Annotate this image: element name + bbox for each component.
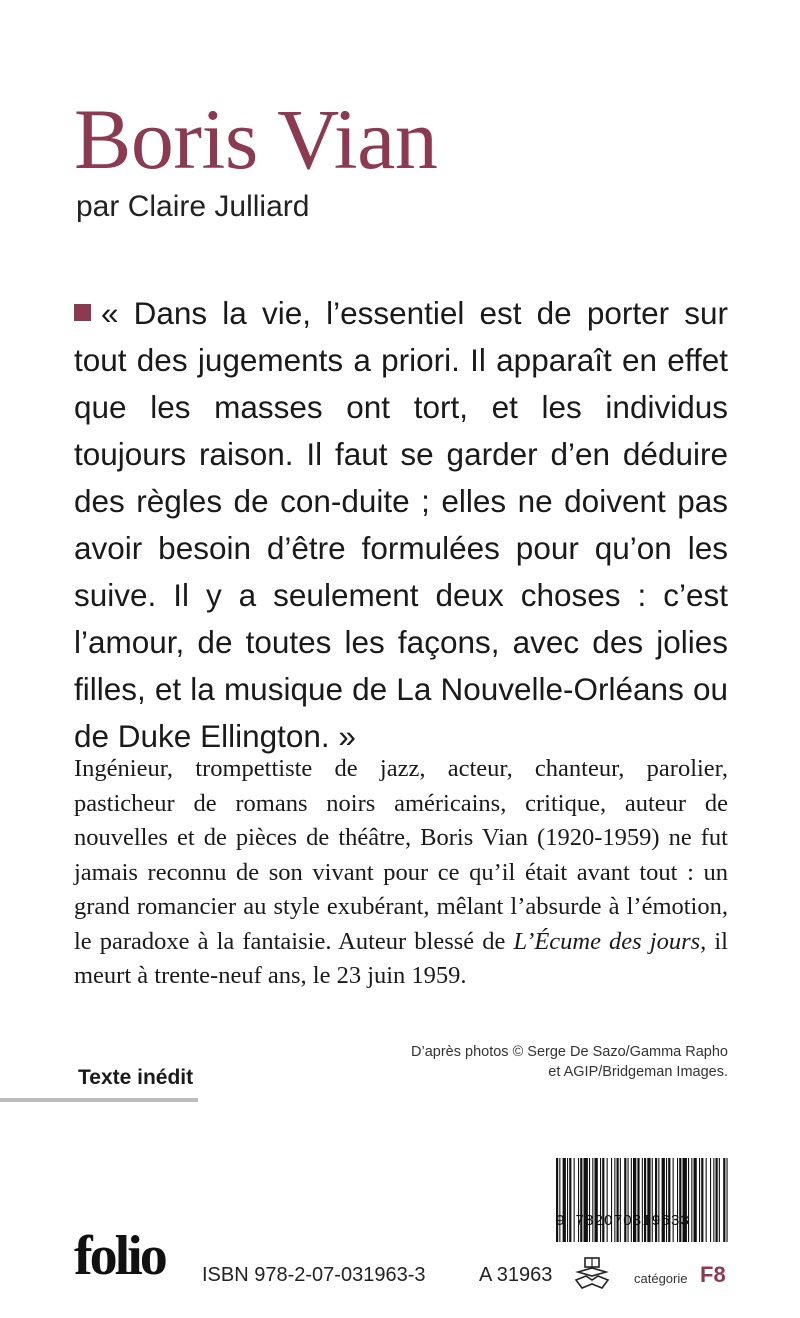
barcode-bar [713,1158,714,1242]
barcode-bar [655,1158,657,1242]
ean-number [556,1212,728,1229]
barcode-bar [563,1158,566,1242]
barcode-bar [574,1158,575,1242]
book-title: Boris Vian [74,91,438,187]
barcode-bar [644,1158,646,1242]
bio-work-title: L’Écume des jours [513,927,701,955]
barcode-bar [642,1158,643,1242]
barcode-bar [652,1158,653,1242]
barcode-bar [580,1158,582,1242]
barcode-bar [628,1158,629,1242]
credits-line-2: et AGIP/Bridgeman Images. [548,1064,728,1080]
book-author: par Claire Julliard [76,190,310,223]
catalog-code: A 31963 [479,1264,553,1286]
barcode-bar [662,1158,665,1242]
barcode-bar [723,1158,725,1242]
ean-digits: 782070319633 [575,1212,691,1229]
photo-credits [388,1042,728,1082]
barcode-bar [559,1158,560,1242]
isbn-number: ISBN 978-2-07-031963-3 [202,1264,426,1286]
barcode-bar [589,1158,590,1242]
barcode-bar [624,1158,626,1242]
barcode-bar [595,1158,598,1242]
edition-label: Texte inédit [78,1066,194,1089]
barcode-bar [699,1158,700,1242]
barcode-bar [637,1158,639,1242]
barcode-bar [631,1158,632,1242]
barcode-bar [716,1158,718,1242]
barcode-bar [647,1158,650,1242]
barcode-bar [691,1158,692,1242]
barcode-bar [556,1158,558,1242]
bio-text-end: , il meurt à trente-neuf ans, le 23 juin 1959. [74,927,728,989]
barcode-bar [578,1158,579,1242]
barcode-bar [607,1158,608,1242]
barcode-bar [620,1158,621,1242]
barcode-bar [600,1158,601,1242]
barcode-bar [602,1158,604,1242]
square-bullet-icon [74,304,91,321]
barcode-bar [567,1158,568,1242]
barcode-bar [614,1158,615,1242]
barcode-bar [719,1158,720,1242]
barcode-bar [668,1158,670,1242]
gallimard-emblem-icon [572,1254,612,1294]
barcode-bar [694,1158,697,1242]
barcode-bar [683,1158,687,1242]
folio-logo: folio [74,1225,165,1287]
barcode-bar [679,1158,681,1242]
quote-text: « Dans la vie, l’essentiel est de porter sur tout des jugements a priori. Il apparaît en effet que les masses ont tort, et les individus toujours raison. Il faut se garder d’en déduire des règles de con-duite ; elles ne doivent pas avoir besoin d’être formulées pour qu’on les suive. Il y a seulement deux choses : c’est l’amour, de toutes les façons, avec des jolies filles, et la musique de La Nouvelle-Orléans ou de Duke Ellington. » [74,295,728,754]
barcode-bar [569,1158,571,1242]
barcode-bar [677,1158,678,1242]
barcode-bar [701,1158,703,1242]
barcode-bar [658,1158,659,1242]
biography [74,752,728,994]
barcode-bar [611,1158,612,1242]
credits-line-1: D’après photos © Serge De Sazo/Gamma Rapho [411,1044,728,1060]
barcode-bar [673,1158,674,1242]
category-label: catégorie [634,1271,688,1286]
barcode-bar [706,1158,707,1242]
barcode-bar [584,1158,588,1242]
edition-divider [0,1098,198,1102]
barcode-bar [633,1158,636,1242]
category-code: F8 [700,1262,726,1287]
barcode-bar [592,1158,593,1242]
barcode-bar [710,1158,711,1242]
ean-first-digit: 9 [556,1212,566,1229]
quote-block [74,290,728,760]
barcode-bar [727,1158,728,1242]
barcode-bar [617,1158,619,1242]
bio-text-start: Ingénieur, trompettiste de jazz, acteur, chanteur, parolier, pasticheur de romans noirs américains, critique, auteur de nouvelles et de pièces de théâtre, Boris Vian (1920-1959) ne fut jamais reconnu de son vivant pour ce qu’il était avant tout : un grand romancier au style exubérant, mêlant l’absurde à l’émotion, le paradoxe à la fantaisie. Auteur blessé de [74,755,728,955]
barcode-icon [556,1158,728,1242]
barcode-bar [688,1158,689,1242]
barcode-bar [666,1158,667,1242]
